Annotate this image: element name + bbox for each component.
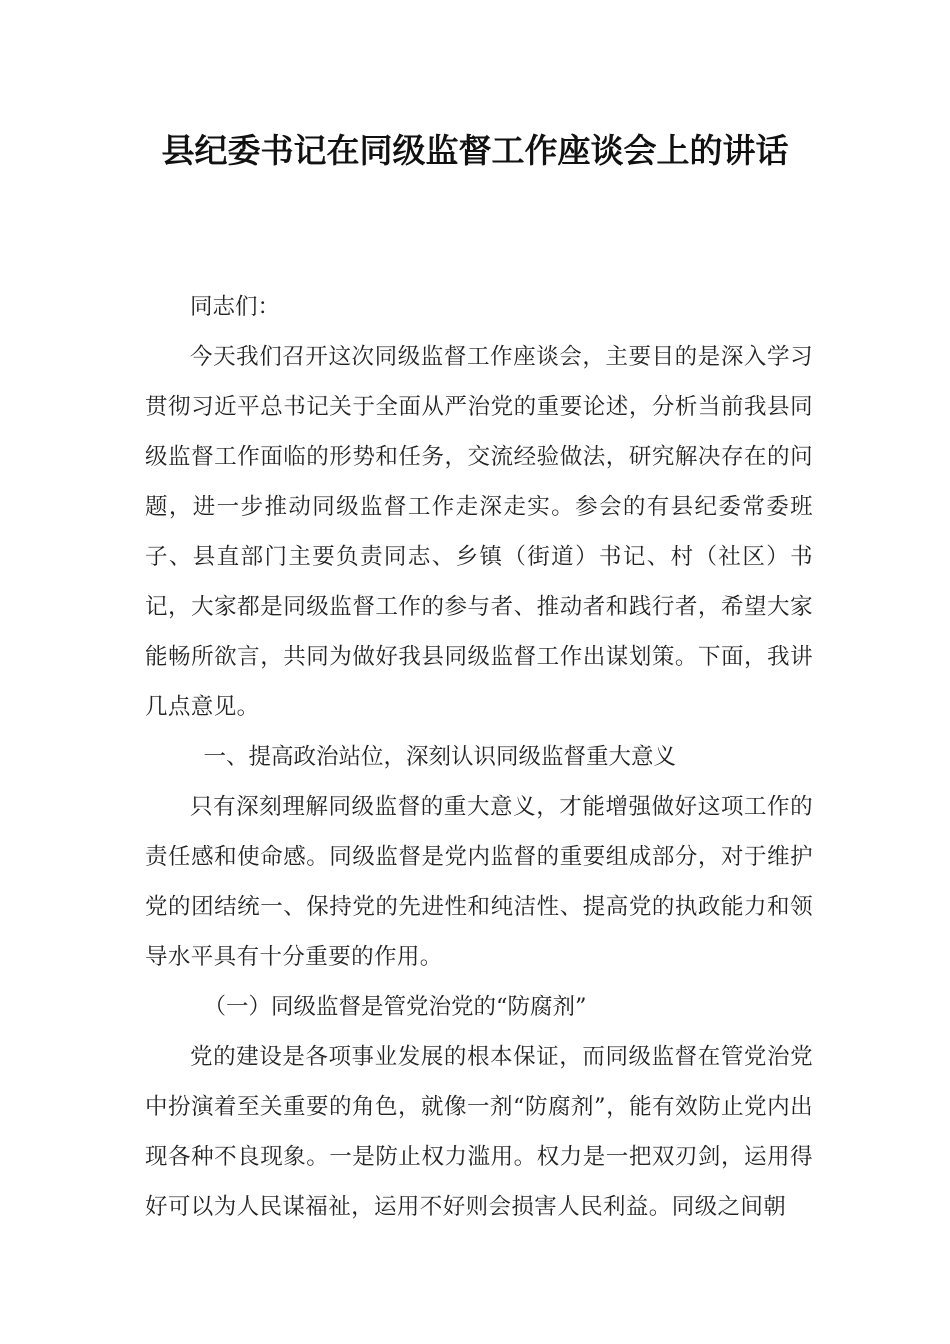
paragraph: 只有深刻理解同级监督的重大意义，才能增强做好这项工作的责任感和使命感。同级监督是党内监督的重要组成部分，对于维护党的团结统一、保持党的先进性和纯洁性、提高党的执政能力和领导水平具有十分重要的作用。 (145, 794, 813, 970)
paragraph: 今天我们召开这次同级监督工作座谈会，主要目的是深入学习贯彻习近平总书记关于全面从严治党的重要论述，分析当前我县同级监督工作面临的形势和任务，交流经验做法，研究解决存在的问题，进一步推动同级监督工作走深走实。参会的有县纪委常委班子、县直部门主要负责同志、乡镇（街道）书记、村（社区）书记，大家都是同级监督工作的参与者、推动者和践行者，希望大家能畅所欲言，共同为做好我县同级监督工作出谋划策。下面，我讲几点意见。 (145, 344, 813, 720)
subsection-heading: （一）同级监督是管党治党的“防腐剂” (203, 994, 587, 1020)
document-body (145, 282, 813, 1232)
paragraph: 党的建设是各项事业发展的根本保证，而同级监督在管党治党中扮演着至关重要的角色，就像一剂“防腐剂”，能有效防止党内出现各种不良现象。一是防止权力滥用。权力是一把双刃剑，运用得好可以为人民谋福祉，运用不好则会损害人民利益。同级之间朝 (145, 1044, 813, 1220)
document-title: 县纪委书记在同级监督工作座谈会上的讲话 (161, 131, 789, 170)
salutation: 同志们： (190, 294, 281, 320)
section-heading: 一、提高政治站位，深刻认识同级监督重大意义 (203, 744, 677, 770)
